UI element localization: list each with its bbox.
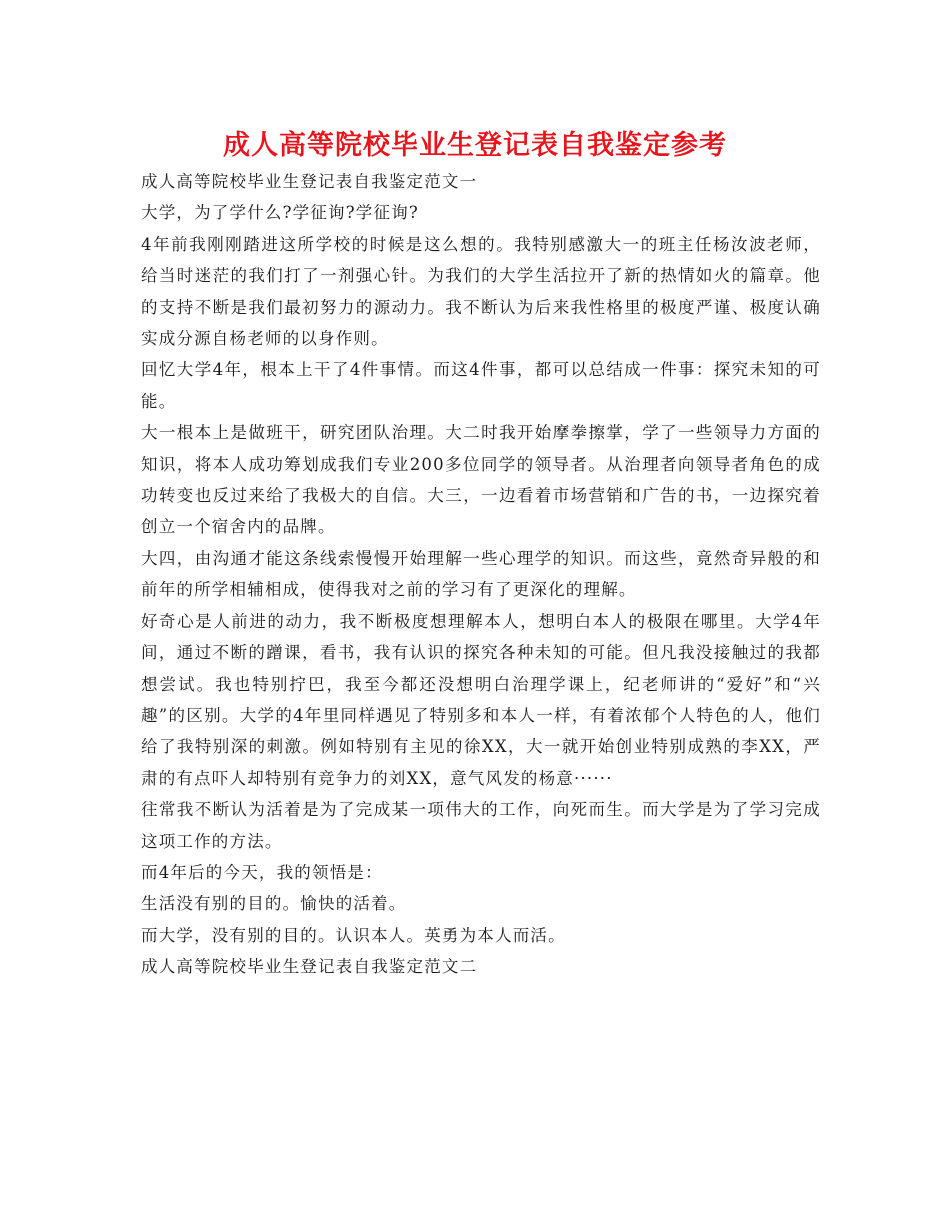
paragraph: 往常我不断认为活着是为了完成某一项伟大的工作，向死而生。而大学是为了学习完成这项工作的方法。 [141,800,821,851]
paragraph-subheading-1: 成人高等院校毕业生登记表自我鉴定范文一 [141,172,478,191]
paragraph: 而大学，没有别的目的。认识本人。英勇为本人而活。 [141,925,566,945]
paragraph: 大一根本上是做班干，研究团队治理。大二时我开始摩拳擦掌，学了一些领导力方面的知识，将本人成功筹划成我们专业200多位同学的领导者。从治理者向领导者角色的成功转变也反过来给了我极大的自信。大三，一边看着市场营销和广告的书，一边探究着创立一个宿舍内的品牌。 [141,423,821,537]
paragraph: 生活没有别的目的。愉快的活着。 [141,894,407,914]
paragraph-subheading-2: 成人高等院校毕业生登记表自我鉴定范文二 [141,957,478,977]
document-title: 成人高等院校毕业生登记表自我鉴定参考 [223,130,727,161]
paragraph: 4年前我刚刚踏进这所学校的时候是这么想的。我特别感激大一的班主任杨汝波老师，给当时迷茫的我们打了一剂强心针。为我们的大学生活拉开了新的热情如火的篇章。他的支持不断是我们最初努力的源动力。我不断认为后来我性格里的极度严谨、极度认确实成分源自杨老师的以身作则。 [141,234,821,349]
document-body [141,166,821,983]
paragraph: 大四，由沟通才能这条线索慢慢开始理解一些心理学的知识。而这些，竟然奇异般的和前年的所学相辅相成，使得我对之前的学习有了更深化的理解。 [141,548,821,600]
paragraph: 好奇心是人前进的动力，我不断极度想理解本人，想明白本人的极限在哪里。大学4年间，通过不断的蹭课，看书，我有认识的探究各种未知的可能。但凡我没接触过的我都想尝试。我也特别拧巴，我至今都还没想明白治理学课上，纪老师讲的“爱好”和“兴趣”的区别。大学的4年里同样遇见了特别多和本人一样，有着浓郁个人特色的人，他们给了我特别深的刺激。例如特别有主见的徐XX，大一就开始创业特别成熟的李XX，严肃的有点吓人却特别有竞争力的刘XX，意气风发的杨意······ [141,611,821,788]
paragraph: 回忆大学4年，根本上干了4件事情。而这4件事，都可以总结成一件事：探究未知的可能。 [141,360,821,411]
paragraph: 大学，为了学什么?学征询?学征询? [141,203,419,223]
paragraph: 而4年后的今天，我的领悟是： [141,862,383,882]
